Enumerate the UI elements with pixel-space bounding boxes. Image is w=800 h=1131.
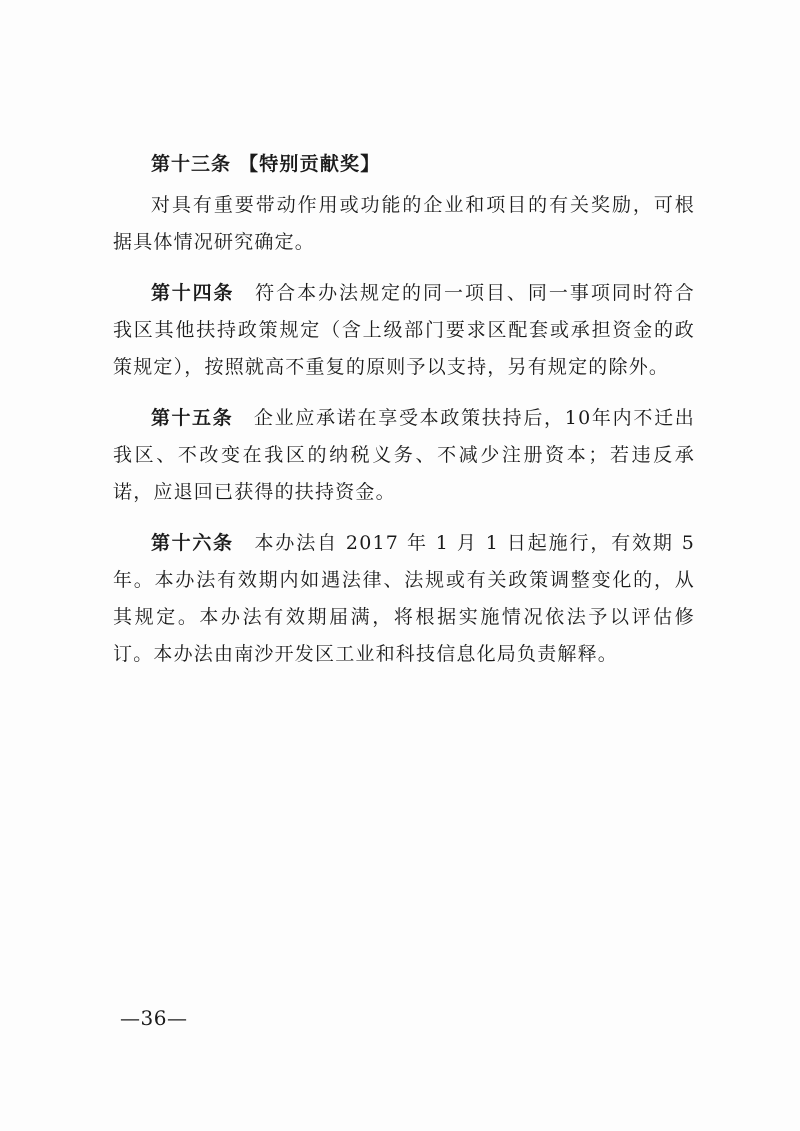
article-number: 第十六条 [151,532,234,554]
article-number: 第十四条 [151,282,235,304]
article-15 [113,400,695,511]
page-number: —36— [120,1006,188,1030]
article-16 [113,525,695,673]
article-14 [113,275,695,386]
article-text: 本办法自 2017 年 1 月 1 日起施行，有效期 5 年。本办法有效期内如遇法律、法规或有关政策调整变化的，从其规定。本办法有效期届满，将根据实施情况依法予以评估修订。本办法由南沙开发区工业和科技信息化局负责解释。 [113,532,695,665]
article-number: 第十五条 [151,407,234,429]
article-text: 企业应承诺在享受本政策扶持后，10年内不迁出我区、不改变在我区的纳税义务、不减少注册资本；若违反承诺，应退回已获得的扶持资金。 [113,407,695,503]
article-13-heading [113,146,695,183]
document-body [113,146,695,687]
article-13-text: 对具有重要带动作用或功能的企业和项目的有关奖励，可根据具体情况研究确定。 [113,194,695,253]
article-number: 第十三条 [151,153,232,175]
article-text: 符合本办法规定的同一项目、同一事项同时符合我区其他扶持政策规定（含上级部门要求区配套或承担资金的政策规定），按照就高不重复的原则予以支持，另有规定的除外。 [113,282,695,378]
article-title: 【特别贡献奖】 [239,153,381,175]
